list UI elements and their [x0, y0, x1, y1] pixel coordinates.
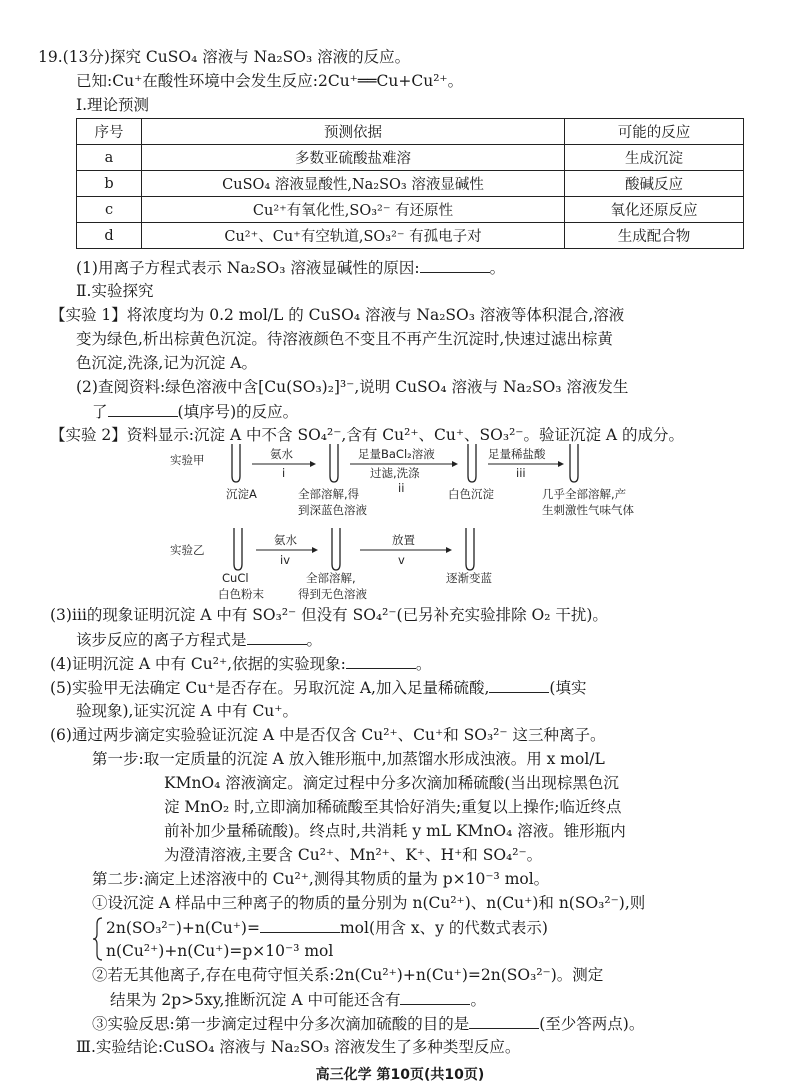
question-3-pre: 该步反应的离子方程式是: [76, 631, 247, 649]
table-row: [77, 197, 744, 223]
tube-5-label: 白色粉末: [218, 587, 264, 601]
tube-2-label-1: 全部溶解,得: [298, 487, 360, 501]
arrow-4-top: 氨水: [274, 533, 297, 547]
question-4-pre: (4)证明沉淀 A 中有 Cu²⁺,依据的实验现象:: [50, 655, 346, 673]
table-header: 可能的反应: [565, 119, 744, 145]
answer-blank-2[interactable]: [108, 400, 178, 417]
table-row: [77, 171, 744, 197]
experiment-jia-label: 实验甲: [170, 453, 205, 467]
table-row: [77, 145, 744, 171]
arrow-4-head: [312, 547, 318, 553]
answer-blank-8[interactable]: [469, 1012, 539, 1029]
arrow-1-head: [310, 461, 316, 467]
table-cell: 酸碱反应: [565, 171, 744, 197]
arrow-3-top: 足量稀盐酸: [488, 447, 546, 461]
table-cell: b: [77, 171, 142, 197]
test-tube-7: [466, 528, 474, 570]
table-cell: 生成配合物: [565, 223, 744, 249]
test-tube-6: [332, 528, 340, 570]
question-2-line-1: (2)查阅资料:绿色溶液中含[Cu(SO₃)₂]³⁻,说明 CuSO₄ 溶液与 Na₂SO₃ 溶液发生: [76, 378, 629, 396]
tube-6-label-2: 得到无色溶液: [298, 587, 367, 601]
arrow-5-top: 放置: [392, 533, 415, 547]
step-1-line-2: KMnO₄ 溶液滴定。滴定过程中分多次滴加稀硫酸(当出现棕黑色沉: [164, 774, 619, 792]
sub-question-2-line-2: [110, 988, 486, 1011]
sub-question-1-line-1: ①设沉淀 A 样品中三种离子的物质的量分别为 n(Cu²⁺)、n(Cu⁺)和 n(SO₃²⁻),则: [92, 894, 646, 912]
table-cell: 多数亚硫酸盐难溶: [142, 145, 565, 171]
table-cell: Cu²⁺、Cu⁺有空轨道,SO₃²⁻ 有孤电子对: [142, 223, 565, 249]
question-1: [76, 256, 505, 279]
sub-question-1-equation-2: n(Cu²⁺)+n(Cu⁺)=p×10⁻³ mol: [106, 942, 334, 960]
question-5-line-1: [50, 676, 586, 699]
question-4-post: 。: [415, 655, 432, 673]
prediction-table: [76, 118, 744, 249]
table-cell: CuSO₄ 溶液显酸性,Na₂SO₃ 溶液显碱性: [142, 171, 565, 197]
question-2-post: (填序号)的反应。: [177, 403, 299, 421]
tube-7-label: 逐渐变蓝: [446, 571, 492, 585]
table-row: [77, 223, 744, 249]
brace-icon: [92, 916, 104, 962]
question-3-post: 。: [306, 631, 323, 649]
experiment-1-line-2: 变为绿色,析出棕黄色沉淀。待溶液颜色不变且不再产生沉淀时,快速过滤出棕黄: [76, 330, 613, 348]
equation-1-pre: 2n(SO₃²⁻)+n(Cu⁺)=: [106, 919, 260, 937]
tube-5-formula: CuCl: [222, 571, 249, 585]
experiment-apparatus-diagram: [170, 440, 670, 602]
arrow-4-bottom: iv: [280, 553, 291, 567]
arrow-2-head: [452, 461, 458, 467]
sub-question-3-post: (至少答两点)。: [539, 1015, 645, 1033]
page-footer: 高三化学 第10页(共10页): [315, 1067, 485, 1083]
answer-blank-6[interactable]: [260, 916, 340, 933]
table-cell: 氧化还原反应: [565, 197, 744, 223]
table-cell: d: [77, 223, 142, 249]
arrow-1-top: 氨水: [270, 447, 293, 461]
step-1-line-4: 前补加少量稀硫酸)。终点时,共消耗 y mL KMnO₄ 溶液。锥形瓶内: [164, 822, 626, 840]
table-header: 序号: [77, 119, 142, 145]
known-condition: 已知:Cu⁺在酸性环境中会发生反应:2Cu⁺══Cu+Cu²⁺。: [76, 72, 464, 90]
arrow-1-bottom: i: [282, 466, 286, 480]
tube-4-label-2: 生刺激性气味气体: [542, 503, 634, 517]
step-1-line-5: 为澄清溶液,主要含 Cu²⁺、Mn²⁺、K⁺、H⁺和 SO₄²⁻。: [164, 846, 543, 864]
arrow-3-bottom: iii: [516, 466, 526, 480]
table-cell: a: [77, 145, 142, 171]
sub-question-2-line-1: ②若无其他离子,存在电荷守恒关系:2n(Cu²⁺)+n(Cu⁺)=2n(SO₃²⁻)。测定: [92, 966, 604, 984]
test-tube-5: [234, 528, 242, 570]
tube-3-label: 白色沉淀: [448, 487, 494, 501]
experiment-1-line-3: 色沉淀,洗涤,记为沉淀 A。: [76, 354, 257, 372]
table-cell: 生成沉淀: [565, 145, 744, 171]
step-2: 第二步:滴定上述溶液中的 Cu²⁺,测得其物质的量为 p×10⁻³ mol。: [92, 870, 550, 888]
answer-blank-7[interactable]: [400, 988, 470, 1005]
answer-blank-3[interactable]: [247, 628, 307, 645]
question-6-line-1: (6)通过两步滴定实验验证沉淀 A 中是否仅含 Cu²⁺、Cu⁺和 SO₃²⁻ 这三种离子。: [50, 726, 606, 744]
test-tube-2: [330, 444, 338, 482]
sub-question-1-equation-1: [106, 916, 548, 939]
sub-question-3: [92, 1012, 644, 1035]
arrow-2-bottom: 过滤,洗涤: [370, 466, 420, 480]
test-tube-4: [570, 444, 578, 482]
question-5-pre: (5)实验甲无法确定 Cu⁺是否存在。另取沉淀 A,加入足量稀硫酸,: [50, 679, 490, 697]
question-5-post: (填实: [549, 679, 587, 697]
tube-1-label: 沉淀A: [226, 487, 257, 501]
question-1-end: 。: [489, 259, 506, 277]
question-1-text: (1)用离子方程式表示 Na₂SO₃ 溶液显碱性的原因:: [76, 259, 420, 277]
question-2-line-2: [92, 400, 298, 423]
tube-4-label-1: 几乎全部溶解,产: [542, 487, 627, 501]
experiment-1-line-1: 【实验 1】将浓度均为 0.2 mol/L 的 CuSO₄ 溶液与 Na₂SO₃ 溶液等体积混合,溶液: [50, 306, 625, 324]
equation-1-post: mol(用含 x、y 的代数式表示): [339, 919, 548, 937]
question-4: [50, 652, 431, 675]
sub-question-3-pre: ③实验反思:第一步滴定过程中分多次滴加硫酸的目的是: [92, 1015, 470, 1033]
table-cell: Cu²⁺有氧化性,SO₃²⁻ 有还原性: [142, 197, 565, 223]
table-cell: c: [77, 197, 142, 223]
step-1-line-1: 第一步:取一定质量的沉淀 A 放入锥形瓶中,加蒸馏水形成浊液。用 x mol/L: [92, 750, 605, 768]
question-title: 19.(13分)探究 CuSO₄ 溶液与 Na₂SO₃ 溶液的反应。: [38, 48, 411, 66]
question-3-line-1: (3)ⅲ的现象证明沉淀 A 中有 SO₃²⁻ 但没有 SO₄²⁻(已另补充实验排除 O₂ 干扰)。: [50, 606, 608, 624]
answer-blank-1[interactable]: [420, 256, 490, 273]
experiment-2-intro: 【实验 2】资料显示:沉淀 A 中不含 SO₄²⁻,含有 Cu²⁺、Cu⁺、SO₃²⁻。验证沉淀 A 的成分。: [50, 426, 685, 444]
sub-question-2-post: 。: [470, 991, 486, 1009]
arrow-5-head: [446, 547, 452, 553]
sub-question-2-pre: 结果为 2p>5xy,推断沉淀 A 中可能还含有: [110, 991, 401, 1009]
answer-blank-4[interactable]: [346, 652, 416, 669]
tube-6-label-1: 全部溶解,: [306, 571, 356, 585]
step-1-line-3: 淀 MnO₂ 时,立即滴加稀硫酸至其恰好消失;重复以上操作;临近终点: [164, 798, 622, 816]
test-tube-3: [468, 444, 476, 482]
section-1-heading: Ⅰ.理论预测: [76, 96, 150, 114]
table-header: 预测依据: [142, 119, 565, 145]
arrow-2-roman: ii: [398, 481, 405, 495]
question-3-line-2: [76, 628, 322, 651]
tube-2-label-2: 到深蓝色溶液: [298, 503, 367, 517]
test-tube-1: [232, 444, 240, 482]
question-5-line-2: 验现象),证实沉淀 A 中有 Cu⁺。: [76, 702, 298, 720]
arrow-5-bottom: v: [398, 553, 405, 567]
experiment-yi-label: 实验乙: [170, 543, 205, 557]
section-2-heading: Ⅱ.实验探究: [76, 282, 154, 300]
arrow-2-top: 足量BaCl₂溶液: [358, 447, 435, 461]
question-2-pre: 了: [92, 403, 108, 421]
answer-blank-5[interactable]: [489, 676, 549, 693]
section-3-conclusion: Ⅲ.实验结论:CuSO₄ 溶液与 Na₂SO₃ 溶液发生了多种类型反应。: [76, 1038, 521, 1056]
arrow-3-head: [558, 461, 564, 467]
table-header-row: [77, 119, 744, 145]
